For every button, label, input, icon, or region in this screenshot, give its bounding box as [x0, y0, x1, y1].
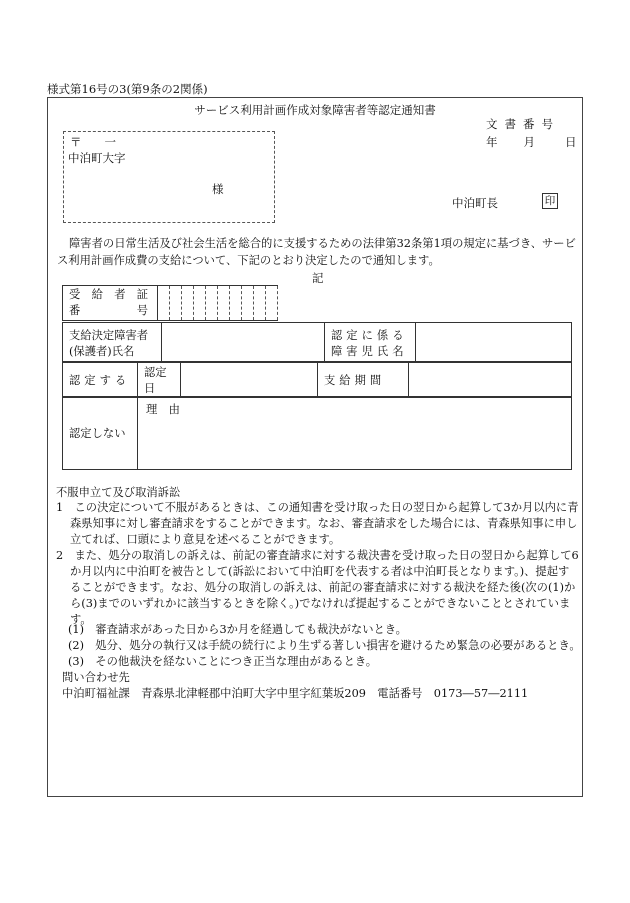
payment-period-field[interactable] [409, 362, 572, 398]
digit-box[interactable] [158, 286, 170, 321]
objection-sub-1: (1) 審査請求があった日から3か月を経過しても裁決がないとき。 [68, 623, 407, 636]
digit-box[interactable] [230, 286, 242, 321]
address-town: 中泊町大字 [68, 151, 126, 165]
denial-table [62, 396, 572, 470]
objection-sub-2: (2) 処分、処分の執行又は手続の続行により生ずる著しい損害を避けるため緊急の必要があるとき。 [68, 639, 581, 652]
digit-box[interactable] [218, 286, 230, 321]
digit-box[interactable] [206, 286, 218, 321]
guardian-name-field[interactable] [162, 323, 325, 363]
ki-heading: 記 [312, 271, 324, 285]
payment-period-label: 支給期間 [318, 362, 409, 398]
name-table [62, 322, 572, 363]
date-day-label: 日 [565, 135, 577, 149]
notice-body-text: 障害者の日常生活及び社会生活を総合的に支援するための法律第32条第1項の規定に基づき、サービス利用計画作成費の支給について、下記のとおり決定したので通知します。 [57, 237, 576, 267]
digit-box[interactable] [266, 286, 278, 321]
objection-item-2: 2 また、処分の取消しの訴えは、前記の審査請求に対する裁決書を受け取った日の翌日から起算して6か月以内に中泊町を被告として(訴訟において中泊町を代表する者は中泊町長となります。)、提起することができます。なお、処分の取消しの訴えは、前記の審査請求に対する裁決を経た後(次の(1)から(3)までのいずれかに該当するときを除く。)でなければ提起することができないこととされています。 [56, 549, 579, 626]
postal-code: 〒 一 [70, 135, 116, 149]
digit-box[interactable] [254, 286, 266, 321]
digit-box[interactable] [182, 286, 194, 321]
objection-item-1: 1 この決定について不服があるときは、この通知書を受け取った日の翌日から起算して3か月以内に青森県知事に対し審査請求をすることができます。なお、審査請求をした場合には、青森県知事に申し立てれば、口頭により意見を述べることができます。 [56, 501, 579, 546]
date-month-label: 月 [523, 135, 535, 149]
digit-box[interactable] [170, 286, 182, 321]
reason-field[interactable] [138, 397, 572, 470]
recipient-number-table [62, 285, 278, 321]
approve-date-field[interactable] [181, 362, 318, 398]
issue-date [486, 134, 577, 150]
child-name-label: 認定に係る 障害児氏名 [325, 323, 416, 363]
approve-date-label: 認定日 [138, 362, 181, 398]
inquiry-contact: 中泊町福祉課 青森県北津軽郡中泊町大字中里字紅葉坂209 電話番号 0173―57―2111 [62, 687, 529, 700]
guardian-name-label: 支給決定障害者 (保護者)氏名 [63, 323, 162, 363]
child-name-field[interactable] [416, 323, 572, 363]
issuer-mayor: 中泊町長 [452, 196, 498, 210]
inquiry-label: 問い合わせ先 [62, 671, 130, 684]
approval-table [62, 361, 572, 398]
recipient-honorific: 様 [212, 182, 224, 196]
seal-mark: 印 [542, 193, 558, 209]
reason-label: 理 由 [146, 403, 180, 416]
approve-label: 認定する [63, 362, 138, 398]
objection-title: 不服申立て及び取消訴訟 [56, 486, 181, 499]
deny-label: 認定しない [63, 397, 138, 470]
date-year-label: 年 [486, 135, 498, 149]
form-number-label: 様式第16号の3(第9条の2関係) [47, 82, 208, 96]
digit-box[interactable] [194, 286, 206, 321]
recipient-number-label: 受 給 者 証 番 号 [63, 286, 158, 321]
objection-sub-3: (3) その他裁決を経ないことにつき正当な理由があるとき。 [68, 655, 378, 668]
digit-box[interactable] [242, 286, 254, 321]
document-title: サービス利用計画作成対象障害者等認定通知書 [194, 103, 436, 117]
document-number-label: 文書番号 [486, 117, 560, 131]
